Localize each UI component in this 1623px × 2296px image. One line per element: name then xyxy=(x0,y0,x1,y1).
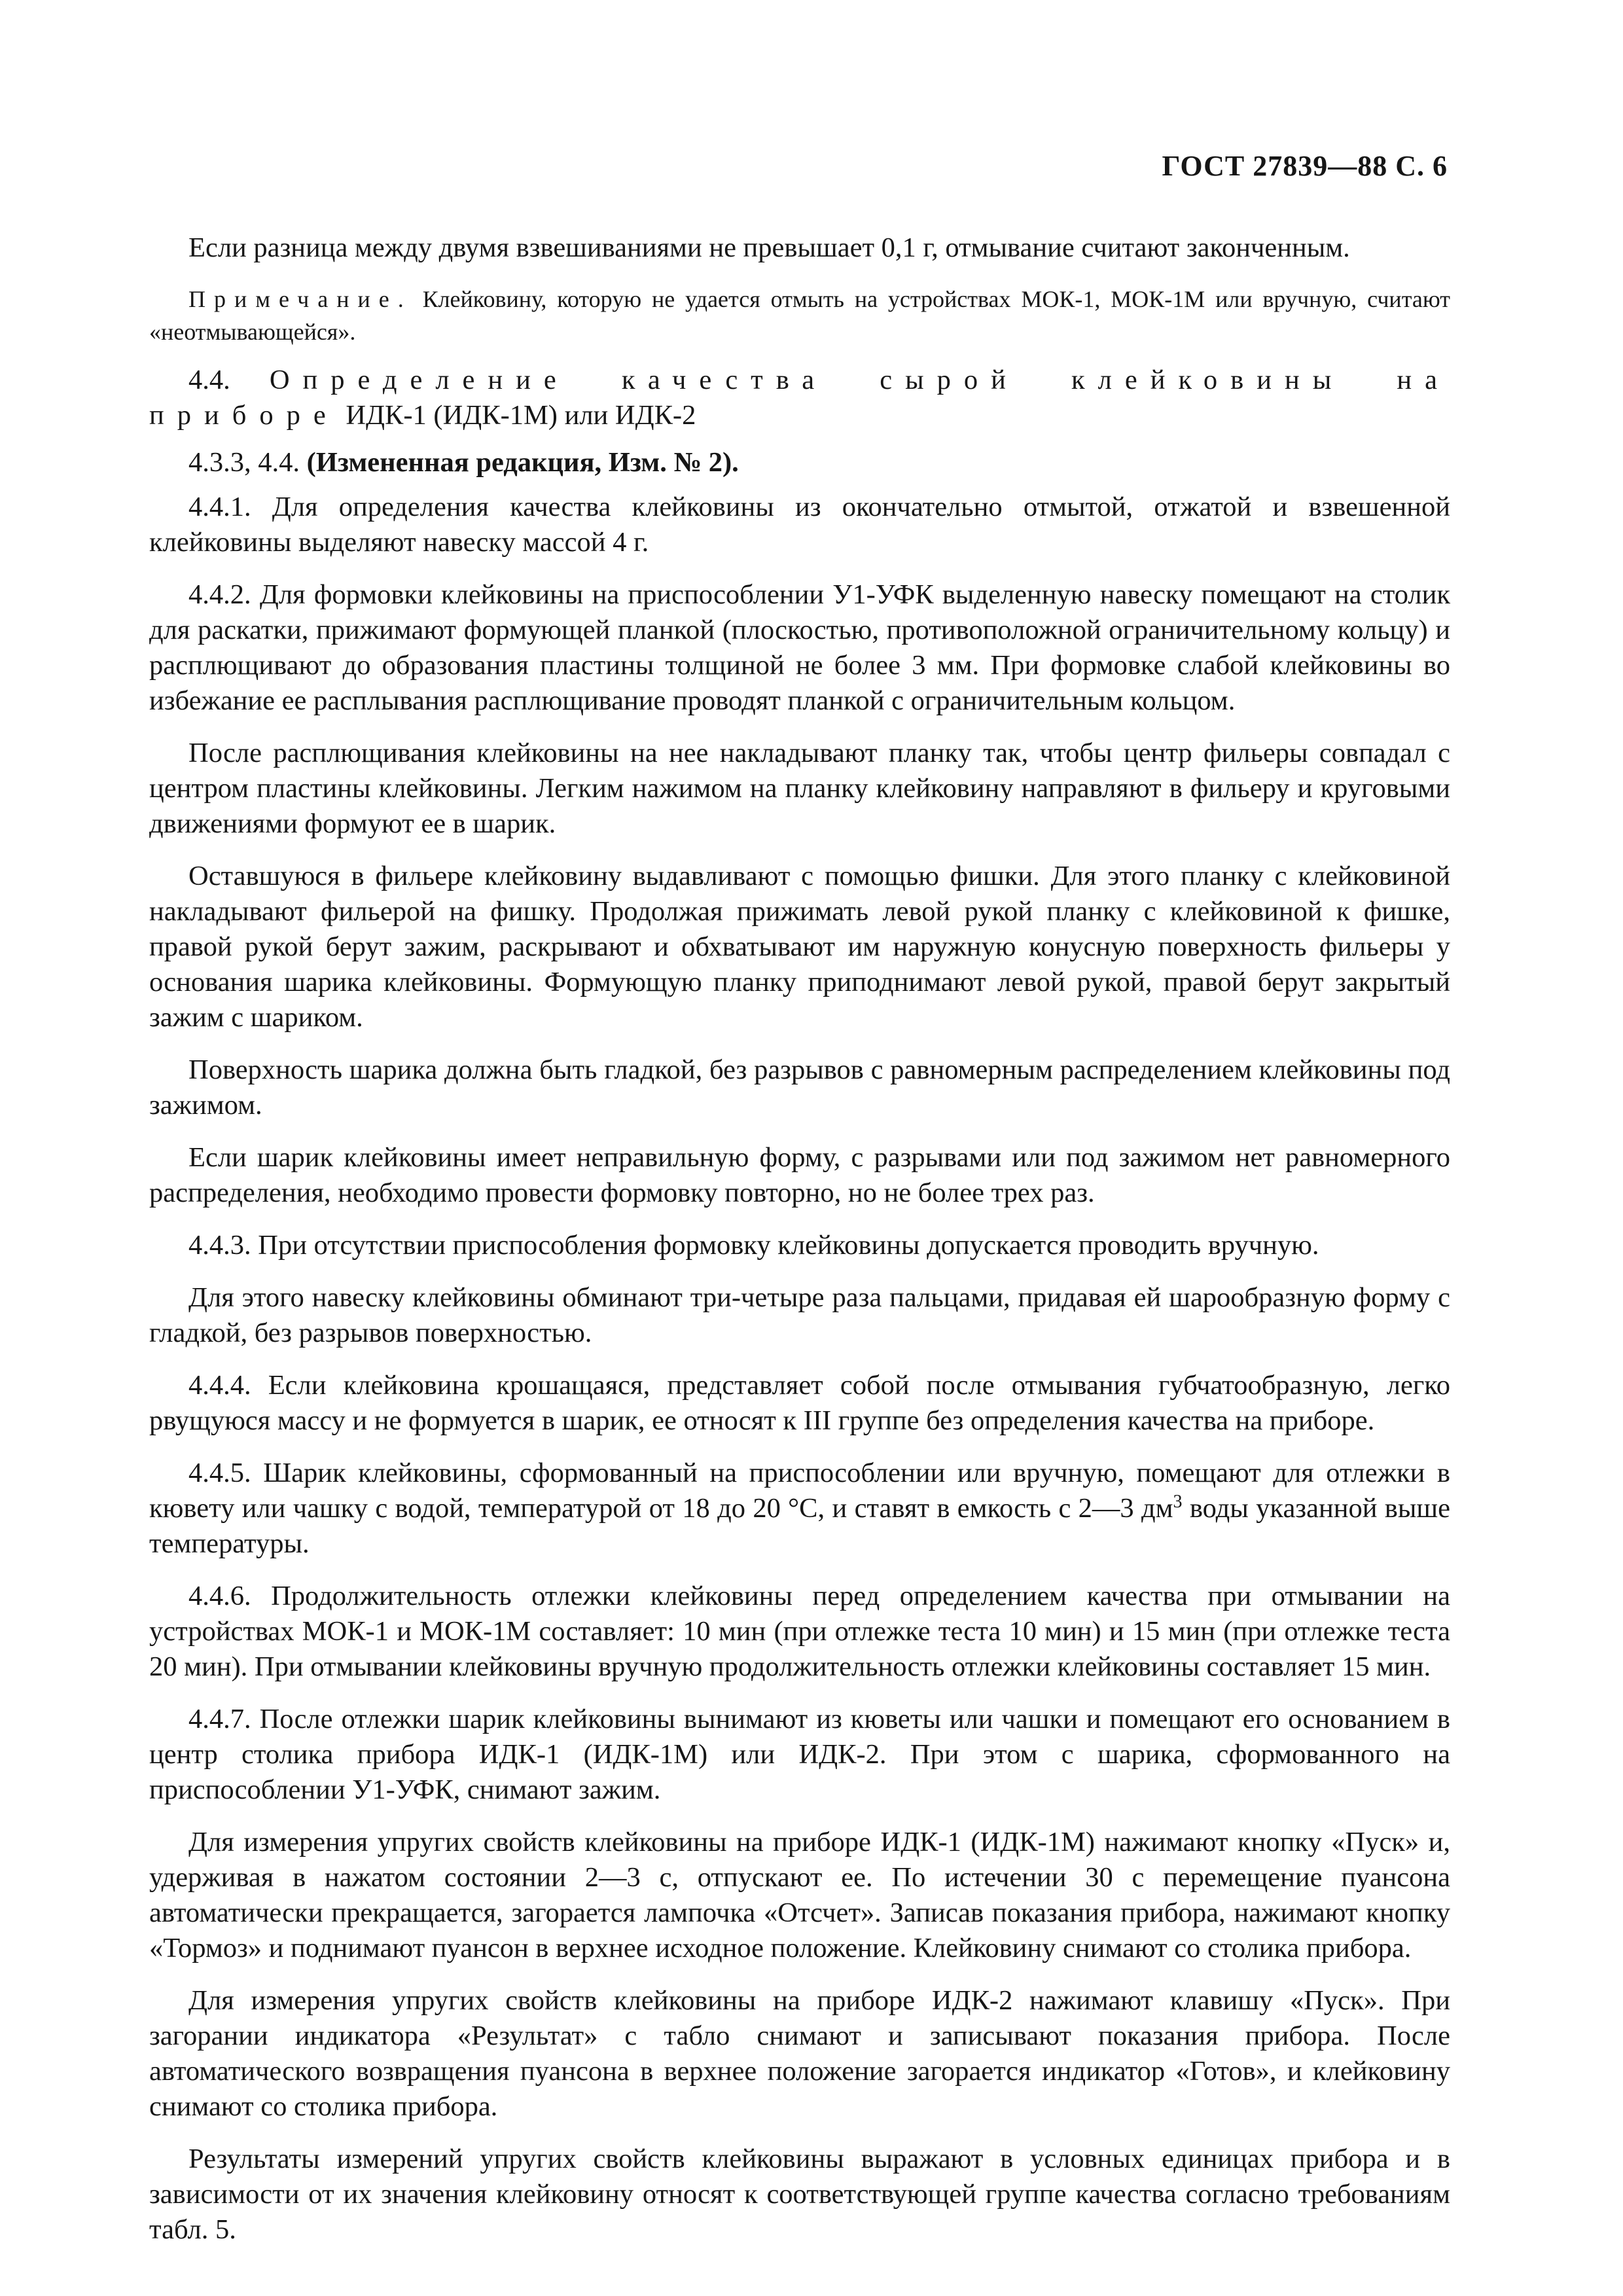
paragraph-4-4-5 xyxy=(149,1456,1450,1562)
paragraph-weighing: Если разница между двумя взвешиваниями не превышает 0,1 г, отмывание считают законченным. xyxy=(188,232,1350,263)
paragraph-4-4-7-d: Результаты измерений упругих свойств клейковины выражают в условных единицах прибора и в зависимости от их значения клейковину относят к соответствующей группе качества согласно требованиям табл. 5. xyxy=(149,2144,1450,2245)
paragraph-4-4-2: 4.4.2. Для формовки клейковины на приспособлении У1-УФК выделенную навеску помещают на столик для раскатки, прижимают формующей планкой (плоскостью, противоположной ограничительному кольцу) и расплющивают до образования пластины толщиной не более 3 мм. При формовке слабой клейковины во избежание ее расплывания расплющивание проводят планкой с ограничительным кольцом. xyxy=(149,579,1450,716)
note-label: Примечание. xyxy=(188,286,412,312)
paragraph-4-4-3: 4.4.3. При отсутствии приспособления формовку клейковины допускается проводить вручную. xyxy=(188,1230,1319,1261)
paragraph-4-4-2-e: Если шарик клейковины имеет неправильную форму, с разрывами или под зажимом нет равномерного распределения, необходимо провести формовку повторно, но не более трех раз. xyxy=(149,1142,1450,1208)
section-4-4-number: 4.4. xyxy=(188,365,270,395)
note-text: Клейковину, которую не удается отмыть на устройствах МОК-1, МОК-1М или вручную, считают «неотмывающейся». xyxy=(149,286,1450,345)
paragraph-4-4-7-c: Для измерения упругих свойств клейковины на приборе ИДК-2 нажимают клавишу «Пуск». При загорании индикатора «Результат» с табло снимают и записывают показания прибора. После автоматического возвращения пуансона в верхнее положение загорается индикатор «Готов», и клейковину снимают со столика прибора. xyxy=(149,1985,1450,2122)
paragraph-4-4-5-text: 4.4.5. Шарик клейковины, сформованный на приспособлении или вручную, помещают для отлежки в кювету или чашку с водой, температурой от 18 до 20 °С, и ставят в емкость с 2—3 дм xyxy=(149,1458,1450,1524)
edition-note-text: (Измененная редакция, Изм. № 2). xyxy=(306,447,739,478)
document-body xyxy=(149,230,1450,2265)
paragraph-4-4-5-end: воды указанной выше температуры. xyxy=(149,1493,1450,1559)
paragraph-4-4-6: 4.4.6. Продолжительность отлежки клейковины перед определением качества при отмывании на устройствах МОК-1 и МОК-1М составляет: 10 мин (при отлежке теста 10 мин) и 15 мин (при отлежке теста 20 мин). При отмывании клейковины вручную продолжительность отлежки клейковины составляет 15 мин. xyxy=(149,1581,1450,1682)
paragraph-4-4-1: 4.4.1. Для определения качества клейковины из окончательно отмытой, отжатой и взвешенной клейковины выделяют навеску массой 4 г. xyxy=(149,492,1450,558)
section-4-4-heading xyxy=(149,363,1450,433)
paragraph-4-4-2-c: Оставшуюся в фильере клейковину выдавливают с помощью фишки. Для этого планку с клейковиной накладывают фильерой на фишку. Продолжая прижимать левой рукой планку с клейковиной к фишке, правой рукой берут зажим, раскрывают и обхватывают им наружную конусную поверхность фильеры у основания шарика клейковины. Формующую планку приподнимают левой рукой, правой берут закрытый зажим с шариком. xyxy=(149,861,1450,1033)
section-4-4-title-rest: ИДК-1 (ИДК-1М) или ИДК-2 xyxy=(338,400,696,431)
paragraph-4-4-2-b: После расплющивания клейковины на нее накладывают планку так, чтобы центр фильеры совпадал с центром пластины клейковины. Легким нажимом на планку клейковину направляют в фильеру и круговыми движениями формуют ее в шарик. xyxy=(149,738,1450,839)
paragraph-4-4-2-d: Поверхность шарика должна быть гладкой, без разрывов с равномерным распределением клейковины под зажимом. xyxy=(149,1054,1450,1121)
paragraph-4-4-4: 4.4.4. Если клейковина крошащаяся, представляет собой после отмывания губчатообразную, легко рвущуюся массу и не формуется в шарик, ее относят к III группе без определения качества на приборе. xyxy=(149,1370,1450,1436)
note xyxy=(149,283,1450,348)
section-4-4-title: Определение качества сырой клейковины на приборе xyxy=(149,365,1451,431)
edition-note xyxy=(149,445,1450,480)
page-header: ГОСТ 27839—88 С. 6 xyxy=(1162,150,1448,182)
paragraph-4-4-7: 4.4.7. После отлежки шарик клейковины вынимают из кюветы или чашки и помещают его основанием в центр столика прибора ИДК-1 (ИДК-1М) или ИДК-2. При этом с шарика, сформованного на приспособлении У1-УФК, снимают зажим. xyxy=(149,1704,1450,1805)
paragraph-4-4-7-b: Для измерения упругих свойств клейковины на приборе ИДК-1 (ИДК-1М) нажимают кнопку «Пуск» и, удерживая в нажатом состоянии 2—3 с, отпускают ее. По истечении 30 с перемещение пуансона автоматически прекращается, загорается лампочка «Отсчет». Записав показания прибора, нажимают кнопку «Тормоз» и поднимают пуансон в верхнее исходное положение. Клейковину снимают со столика прибора. xyxy=(149,1827,1450,1964)
superscript-3: 3 xyxy=(1173,1491,1183,1512)
paragraph-4-4-3-b: Для этого навеску клейковины обминают три-четыре раза пальцами, придавая ей шарообразную форму с гладкой, без разрывов поверхностью. xyxy=(149,1282,1450,1348)
edition-note-number: 4.3.3, 4.4. xyxy=(188,447,307,478)
